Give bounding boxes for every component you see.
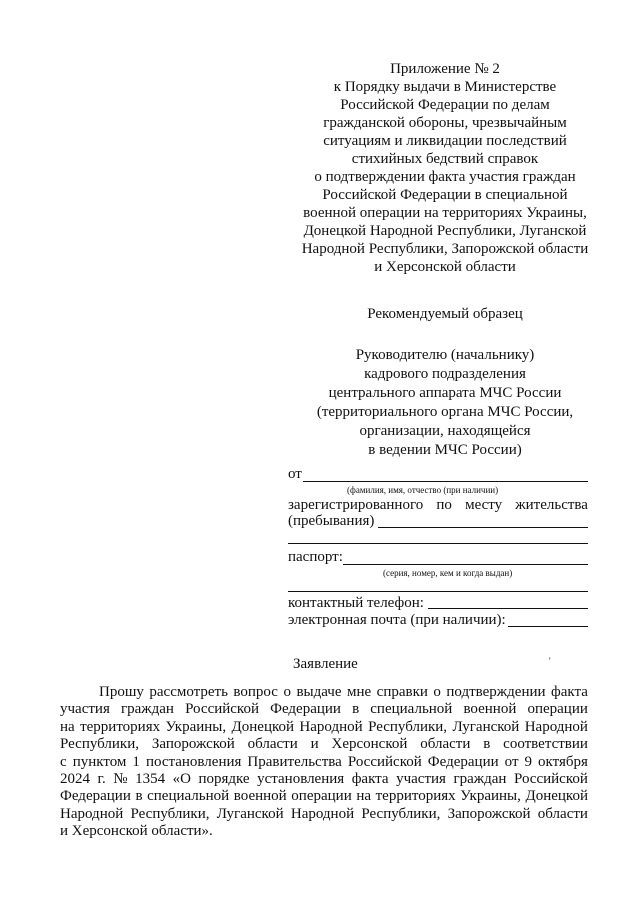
appendix-line: Народной Республики, Запорожской области <box>301 241 589 257</box>
stay-label: (пребывания) <box>288 513 375 529</box>
statement-word: на <box>356 788 372 805</box>
statement-line <box>60 719 588 736</box>
statement-word: на <box>60 718 75 735</box>
statement-word: 1 <box>132 753 140 770</box>
address-field-line[interactable] <box>288 543 588 544</box>
statement-word: мне <box>346 684 372 700</box>
passport-label: паспорт: <box>288 549 343 565</box>
statement-word: Федерации <box>270 701 341 718</box>
addressee-line: организации, находящейся <box>359 423 531 439</box>
statement-line <box>60 823 588 840</box>
appendix-line: к Порядку выдачи в Министерстве <box>333 79 557 95</box>
statement-word: с <box>60 753 67 770</box>
statement-word: Народной <box>60 805 124 822</box>
passport-hint: (серия, номер, кем и когда выдан) <box>383 568 513 578</box>
phone-row <box>288 594 588 612</box>
statement-word: области <box>537 805 588 822</box>
statement-line <box>60 806 588 823</box>
statement-line <box>60 684 588 701</box>
statement-word: Республики, <box>368 718 448 735</box>
statement-line <box>60 788 588 805</box>
statement-word: установления <box>257 771 345 788</box>
statement-word: Республики, <box>130 805 210 822</box>
statement-word: выдаче <box>296 684 342 700</box>
statement-word: территориях <box>80 718 161 735</box>
statement-word: факта <box>551 684 588 700</box>
statement-word: военной <box>233 788 287 805</box>
passport-extra-line[interactable] <box>288 591 588 592</box>
statement-word: Луганской <box>452 718 520 735</box>
statement-title: Заявление <box>293 656 358 672</box>
appendix-line: о подтверждении факта участия граждан <box>314 169 576 185</box>
statement-word: № <box>113 771 128 788</box>
email-label: электронная почта (при наличии): <box>288 612 506 628</box>
statement-word: справки <box>376 684 428 700</box>
statement-word: Херсонской <box>331 736 408 753</box>
registered-word: по <box>436 497 452 513</box>
statement-line-text: и Херсонской области». <box>60 823 213 840</box>
appendix-line: стихийных бедствий справок <box>351 151 539 167</box>
statement-word: пунктом <box>72 753 127 770</box>
from-hint: (фамилия, имя, отчество (при наличии) <box>347 485 499 495</box>
statement-word: Федерации <box>60 788 131 805</box>
statement-word: Украины, <box>460 788 521 805</box>
statement-word: Луганской <box>216 805 284 822</box>
statement-word: операции <box>527 701 588 718</box>
statement-word: порядке <box>198 771 250 788</box>
statement-word: Народной <box>290 805 355 822</box>
statement-word: от <box>504 753 519 770</box>
appendix-line: Российской Федерации по делам <box>340 97 550 113</box>
statement-line <box>60 771 588 788</box>
statement-word: области <box>420 736 471 753</box>
statement-word: Запорожской <box>447 805 531 822</box>
statement-word: Федерации <box>427 753 499 770</box>
statement-word: Российской <box>185 701 259 718</box>
statement-word: Запорожской <box>151 736 235 753</box>
statement-word: Донецкой <box>231 718 295 735</box>
statement-word: специальной <box>147 788 230 805</box>
statement-word: области <box>247 736 298 753</box>
statement-word: соответствии <box>503 736 588 753</box>
appendix-line: гражданской обороны, чрезвычайным <box>323 115 567 131</box>
statement-word: «О <box>172 771 191 788</box>
statement-word: постановления <box>145 753 242 770</box>
statement-word: Правительства <box>247 753 342 770</box>
appendix-header <box>300 60 590 276</box>
statement-word: г. <box>97 771 106 788</box>
statement-word: военной <box>463 701 517 718</box>
addressee-line: Руководителю (начальнику) <box>355 347 535 363</box>
statement-word: подтверждении <box>446 684 546 700</box>
addressee-line: кадрового подразделения <box>364 366 526 382</box>
statement-word: и <box>310 736 319 753</box>
statement-word: Российской <box>513 771 588 788</box>
email-field-line[interactable] <box>508 626 588 627</box>
statement-word: о <box>433 684 441 700</box>
appendix-line: Донецкой Народной Республики, Луганской <box>303 223 587 239</box>
statement-word: 2024 <box>60 771 90 788</box>
passport-field-line[interactable] <box>343 564 588 565</box>
statement-word: Народной <box>299 718 363 735</box>
statement-word: участия <box>60 701 110 718</box>
phone-label: контактный телефон: <box>288 595 424 611</box>
statement-word: в <box>135 788 143 805</box>
appendix-line: и Херсонской области <box>374 259 516 275</box>
appendix-line: военной операции на территориях Украины, <box>303 205 587 221</box>
statement-line <box>60 736 588 753</box>
statement-line <box>60 701 588 718</box>
statement-word: Российской <box>347 753 422 770</box>
statement-word: вопрос <box>233 684 278 700</box>
statement-line <box>60 754 588 771</box>
statement-word: Донецкой <box>525 788 588 805</box>
statement-word: Республики, <box>361 805 441 822</box>
statement-word: территориях <box>375 788 456 805</box>
statement-word: 9 <box>524 753 533 770</box>
statement-body <box>60 684 588 841</box>
statement-word: октября <box>538 753 588 770</box>
from-label: от <box>288 466 302 482</box>
addressee-line: (территориального органа МЧС России, <box>316 404 574 420</box>
statement-word: факта <box>351 771 389 788</box>
addressee-line: центрального аппарата МЧС России <box>328 385 562 401</box>
statement-word: в <box>352 701 360 718</box>
statement-word: в <box>483 736 491 753</box>
scan-mark: ' <box>549 656 551 666</box>
from-field-line[interactable] <box>303 481 588 482</box>
statement-word: Республики, <box>60 736 139 753</box>
appendix-line: ситуациям и ликвидации последствий <box>323 133 567 149</box>
phone-field-line[interactable] <box>428 608 588 609</box>
statement-word: рассмотреть <box>149 684 228 700</box>
addressee-block <box>300 346 590 460</box>
statement-word: граждан <box>120 701 174 718</box>
addressee-line: в ведении МЧС России) <box>368 442 522 458</box>
stay-field-line[interactable] <box>378 527 588 528</box>
sample-label: Рекомендуемый образец <box>367 306 523 322</box>
appendix-line: Приложение № 2 <box>390 61 500 77</box>
statement-word: о <box>283 684 291 700</box>
appendix-line: Российской Федерации в специальной <box>322 187 568 203</box>
statement-word: Украины, <box>165 718 227 735</box>
statement-word: Прошу <box>99 684 144 700</box>
statement-word: участия <box>396 771 446 788</box>
registered-word: жительства <box>515 497 588 513</box>
statement-word: специальной <box>370 701 453 718</box>
registered-word: месту <box>465 497 503 513</box>
statement-word: Народной <box>524 718 588 735</box>
statement-word: граждан <box>453 771 507 788</box>
statement-word: 1354 <box>135 771 166 788</box>
registered-word: зарегистрированного <box>288 497 424 513</box>
statement-word: операции <box>291 788 352 805</box>
